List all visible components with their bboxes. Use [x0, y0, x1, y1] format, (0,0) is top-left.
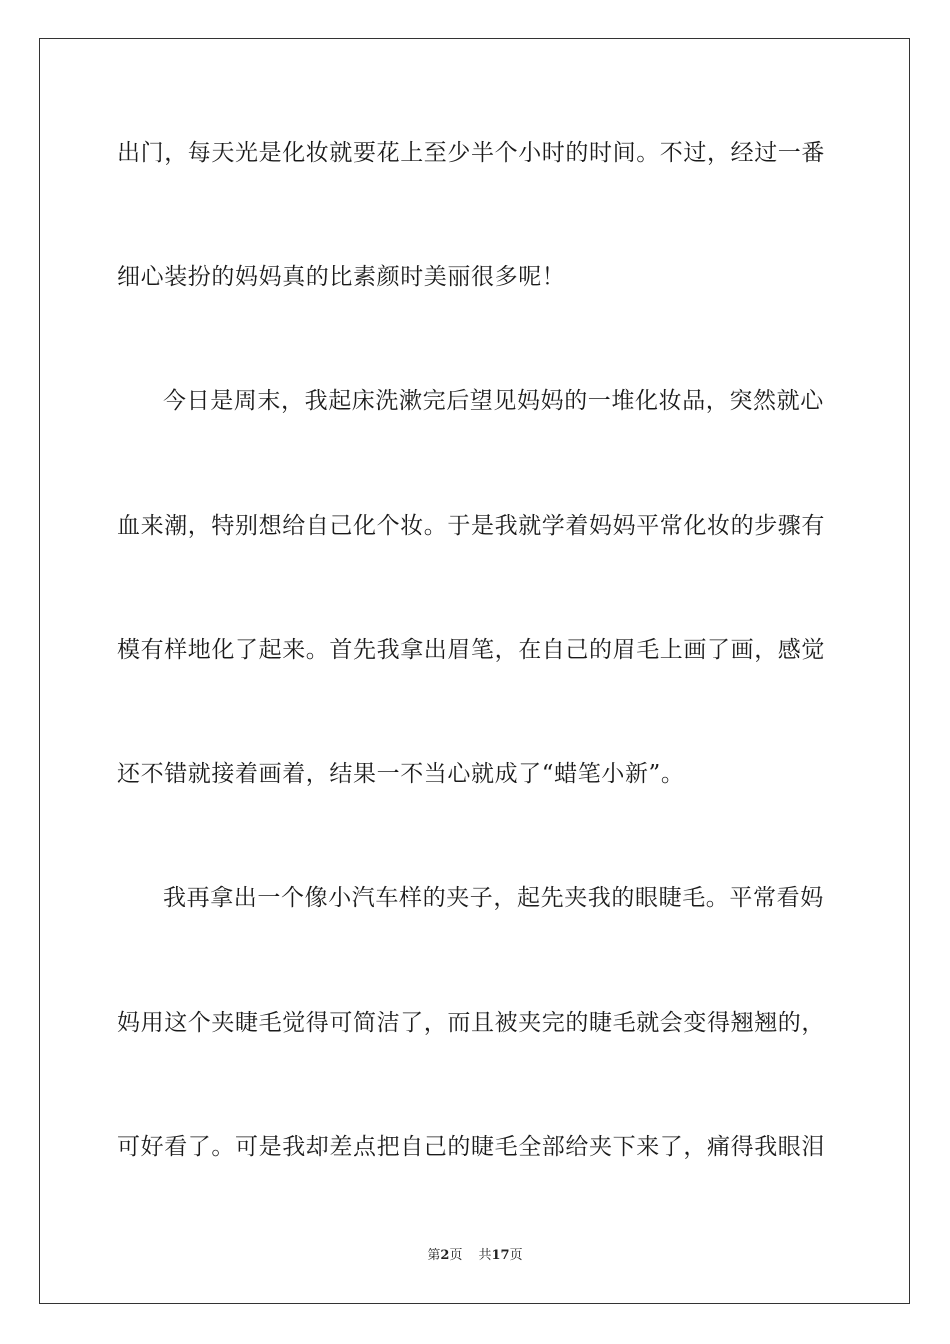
- page-footer: [0, 1247, 950, 1265]
- body-text-line: 出门，每天光是化妆就要花上至少半个小时的时间。不过，经过一番: [117, 140, 825, 166]
- body-text-line: 模有样地化了起来。首先我拿出眉笔，在自己的眉毛上画了画，感觉: [117, 637, 825, 663]
- body-text-line: 今日是周末，我起床洗漱完后望见妈妈的一堆化妆品，突然就心: [163, 388, 824, 414]
- page-number: 2: [440, 1248, 450, 1263]
- total-suffix: 页: [509, 1248, 523, 1263]
- body-text-line: 我再拿出一个像小汽车样的夹子，起先夹我的眼睫毛。平常看妈: [163, 885, 824, 911]
- page-suffix: 页: [449, 1248, 463, 1263]
- body-text-line: 还不错就接着画着，结果一不当心就成了“蜡笔小新”。: [117, 761, 685, 787]
- total-prefix: 共: [478, 1248, 492, 1263]
- page-prefix: 第: [427, 1248, 441, 1263]
- body-text-line: 可好看了。可是我却差点把自己的睫毛全部给夹下来了，痛得我眼泪: [117, 1134, 825, 1160]
- body-text-line: 妈用这个夹睫毛觉得可简洁了，而且被夹完的睫毛就会变得翘翘的，: [117, 1010, 825, 1036]
- body-text-line: 血来潮，特别想给自己化个妆。于是我就学着妈妈平常化妆的步骤有: [117, 513, 825, 539]
- page-border: [39, 38, 910, 1304]
- total-pages: 17: [491, 1248, 510, 1263]
- body-text-line: 细心装扮的妈妈真的比素颜时美丽很多呢！: [117, 264, 566, 290]
